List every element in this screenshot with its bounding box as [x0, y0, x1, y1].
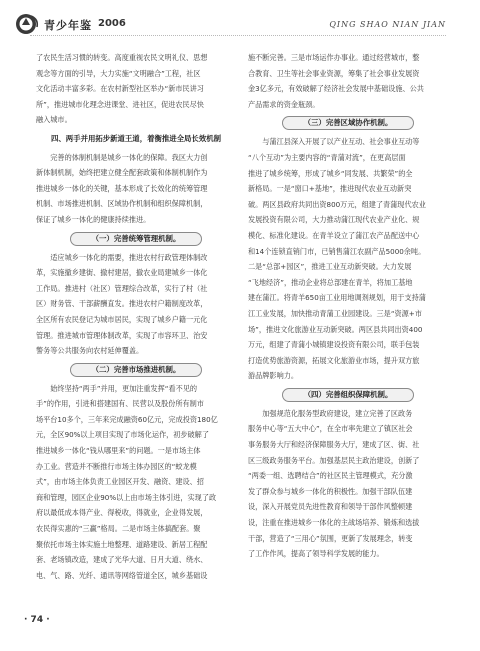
text-line: 管理。推进城市管理体制改革，实现了市容环卫、治安: [36, 330, 208, 340]
text-line: 干部，营造了“三用心”氛围，更新了发展理念，转变: [248, 533, 413, 543]
text-line: “两委一组、选聘结合”的社区民主管理模式，充分激: [248, 471, 413, 481]
text-line: 文化活动丰富多彩。在农村新型社区举办“新市民讲习: [36, 84, 204, 94]
text-line: 推进城乡一体化“钱从哪里来”的问题。一是市场主体: [36, 446, 201, 456]
text-line: 聚依托市场主体实施土地整理、道路建设、新居工程配: [36, 539, 208, 549]
text-line: 合教育、卫生等社会事业资源，筹集了社会事业发展资: [248, 68, 420, 78]
text-line: 模化、标准化建设。在青羊设立了蒲江农产品配送中心: [248, 230, 420, 240]
text-line: 设，注重在推进城乡一体化的主战场培养、锻炼和选拔: [248, 518, 420, 528]
text-line: 始终坚持“两手”并用，更加注重发挥“看不见的: [36, 383, 198, 393]
text-line: 手”的作用，引进和搭建国有、民营以及股份所有制市: [36, 399, 204, 409]
text-line: 革，实施撤乡建街、撤村建居，撤农业局建城乡一体化: [36, 268, 208, 278]
text-line: 推进了城乡统筹，形成了城乡“同发展、共繁荣”的全: [248, 168, 413, 178]
text-line: 区）财务管、干部薪酬直发。推进农村户籍制度改革，: [36, 299, 208, 309]
text-line: 了农民生活习惯的转变。高度重视农民文明礼仪、思想: [36, 53, 208, 62]
text-line: 二是“总部+园区”，推进工业互动新突破。大力发展: [248, 262, 412, 272]
text-line: 完善的体制机制是城乡一体化的保障。我区大力创: [36, 152, 208, 162]
text-line: 保证了城乡一体化的健康持续推进。: [36, 214, 151, 224]
text-line: 融入城市。: [36, 115, 72, 125]
text-line: 新体制机制，始终把建立健全配套政策和体制机制作为: [36, 168, 208, 178]
text-line: 产品需求的资金瓶颈。: [248, 99, 320, 109]
text-line: 和14个连锁直销门市，已销售蒲江农副产品5000余吨。: [248, 246, 426, 256]
section-heading: 四、两手并用拓步新道王道，着衡推进全局长效机制: [51, 133, 221, 143]
magazine-logo-icon: [14, 12, 40, 36]
text-line: 套、老场镇改造，建成了光华大道、日月大道、绕水、: [36, 555, 208, 565]
text-line: 发了群众参与城乡一体化的积极性。加强干部队伍建: [248, 486, 413, 496]
subsection-heading: （一）完善统筹管理机制。: [70, 232, 202, 246]
subsection-heading: （四）完善组织保障机制。: [282, 388, 414, 402]
text-line: 府以最低成本得产业、得税收，得就业，企业得发展，: [36, 508, 208, 518]
text-line: 施不断完善。三是市场运作办事业。通过经营城市，整: [248, 53, 420, 62]
text-line: 与蒲江县深入开展了以产业互动、社会事业互动等: [248, 137, 420, 147]
page-number: · 74 ·: [24, 615, 50, 625]
subsection-heading: （三）完善区域协作机制。: [282, 116, 414, 130]
text-line: 观念等方面的引导，大力实施“文明融合”工程，社区: [36, 68, 201, 78]
text-line: 元，全区90%以上项目实现了市场化运作，初步破解了: [36, 430, 209, 440]
text-line: 适应城乡一体化的需要，推进农村行政管理体制改: [36, 252, 208, 262]
text-line: 警务等公共服务向农村延伸覆盖。: [36, 346, 144, 356]
text-line: 发展投资有限公司，大力推动蒲江现代农业产业化、规: [248, 215, 420, 225]
text-line: 场”，推进文化旅游业互动新突破。两区县共同出资400: [248, 324, 423, 334]
text-line: 工作局。推进村（社区）管理综合改革，实行了村（社: [36, 283, 208, 293]
right-text-column: [248, 50, 448, 562]
text-line: 服务中心等“五大中心”，在全市率先建立了镇区社会: [248, 424, 413, 434]
magazine-title-en: QING SHAO NIAN JIAN: [329, 20, 446, 29]
subsection-heading: （二）完善市场推进机制。: [70, 363, 202, 377]
text-line: 设，深入开展党员先进性教育和领导干部作风整顿建: [248, 502, 413, 512]
text-line: 办工业。营造并不断推行市场主体办园区的“蛟龙模: [36, 461, 197, 471]
text-line: 场平台10多个，三年来完成融资60亿元，完成投资180亿: [36, 414, 218, 424]
text-line: 新格局。一是“窗口+基地”，推进现代农业互动新突: [248, 184, 412, 194]
text-line: 式”，由市场主体负责工业园区开发、融资、建设、招: [36, 477, 204, 487]
text-line: 电、气、路、光纤、通讯等网络管道全区，城乡基础设: [36, 570, 208, 580]
text-line: 建在蒲江。将青羊650亩工业用地调剂规划，用于支持蒲: [248, 293, 426, 303]
text-line: 加强规范化服务型政府建设，建立完善了区政务: [248, 408, 413, 418]
text-line: “飞地经济”，推动企业将总部建在青羊，将加工基地: [248, 277, 413, 287]
text-line: “八个互动”为主要内容的“青蒲对流”，在更高层面: [248, 152, 406, 162]
text-line: 事务服务大厅和经济保障服务大厅，建成了区、街、社: [248, 440, 420, 450]
text-line: 游品牌影响力。: [248, 371, 298, 381]
text-line: 破。两区县政府共同出资800万元，组建了青蒲现代农业: [248, 199, 426, 209]
text-line: 所”，推进城市化理念进课堂、进社区，促进农民尽快: [36, 99, 204, 109]
text-line: 商和管理，园区企业90%以上由市场主体引进，实现了政: [36, 492, 217, 502]
text-line: 机制、市场推进机制、区域协作机制和组织保障机制，: [36, 199, 208, 209]
text-line: 农民得实惠的“三赢”格局。二是市场主体搞配套。聚: [36, 524, 201, 534]
magazine-title: 青少年鉴: [44, 19, 92, 32]
header-divider: [30, 35, 446, 36]
text-line: 区三级政务服务平台。加强基层民主政治建设，创新了: [248, 455, 420, 465]
left-text-column: [36, 50, 236, 583]
text-line: 江工业发展，加快推动青蒲工业园建设。三是“资源+市: [248, 308, 422, 318]
text-line: 金3亿多元，有效破解了经济社会发展中基础设施、公共: [248, 84, 424, 94]
text-line: 全区所有农民登记为城市居民，实现了城乡户籍一元化: [36, 314, 208, 324]
page-header: [0, 0, 480, 46]
text-line: 打造优势旅游资源，拓展文化旅游业市场，提升双方旅: [248, 355, 420, 365]
magazine-year: 2006: [98, 18, 126, 29]
text-line: 万元，组建了青蒲小城镇建设投资有限公司，联手包装: [248, 340, 420, 350]
text-line: 了工作作风，提高了领导科学发展的能力。: [248, 549, 384, 559]
text-line: 推进城乡一体化的关键，基本形成了长效化的统筹管理: [36, 183, 208, 193]
